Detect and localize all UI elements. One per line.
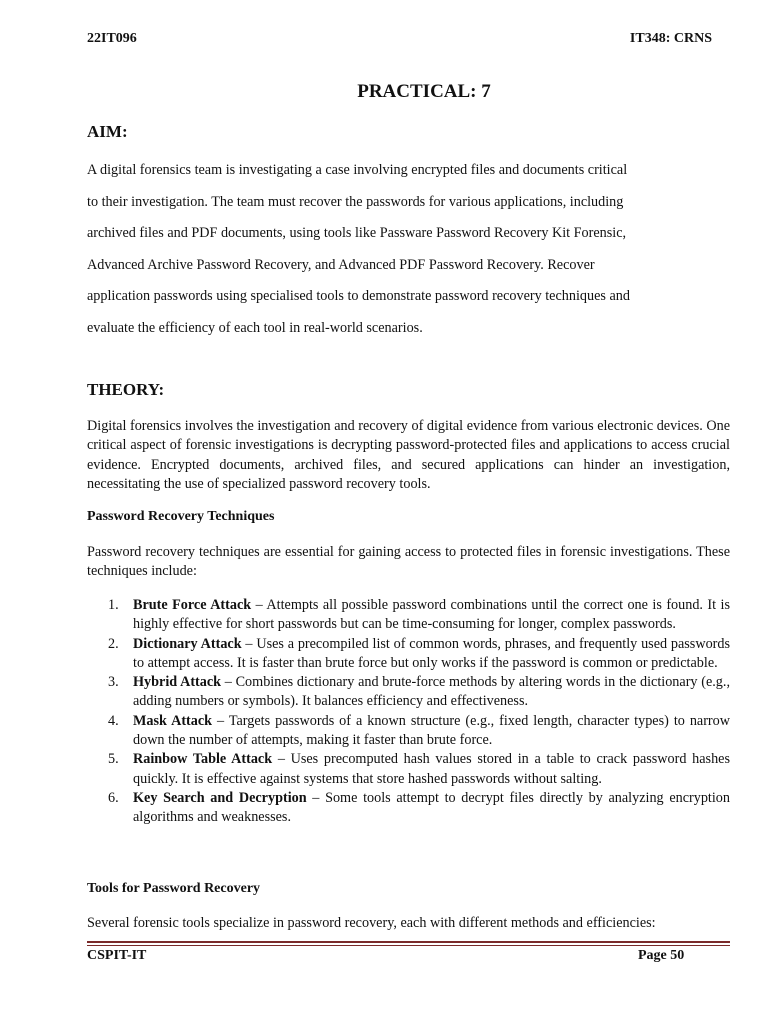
aim-line: evaluate the efficiency of each tool in real-world scenarios. [87,319,423,336]
list-item [87,635,730,674]
techniques-heading: Password Recovery Techniques [87,509,275,524]
technique-description: – Some tools attempt to decrypt files directly by analyzing encryption algorithms and weaknesses. [133,789,730,826]
technique-name: Dictionary Attack [133,635,242,652]
technique-name: Key Search and Decryption [133,789,307,806]
list-item-number: 3. [108,674,119,691]
list-item [87,712,730,751]
footer-department: CSPIT-IT [87,948,147,963]
techniques-list [87,596,730,828]
list-item-number: 5. [108,751,119,768]
technique-name: Rainbow Table Attack [133,751,273,768]
aim-paragraph [87,155,687,344]
theory-paragraph: Digital forensics involves the investigation and recovery of digital evidence from various electronic devices. One critical aspect of forensic investigations is decrypting password-protected files and applications to access crucial evidence. Encrypted documents, archived files, and secured applications can hinder an investigation, necessitating the use of specialized password recovery tools. [87,418,730,492]
technique-description: – Attempts all possible password combinations until the correct one is found. It is highly effective for short passwords but can be time-consuming for longer, complex passwords. [133,597,730,633]
technique-name: Mask Attack [133,712,213,729]
theory-heading: THEORY: [87,380,165,399]
aim-line: to their investigation. The team must recover the passwords for various applications, including [87,193,624,210]
page-title: PRACTICAL: 7 [357,81,491,102]
list-item [87,789,730,828]
header-student-id: 22IT096 [87,31,137,46]
technique-name: Hybrid Attack [133,674,222,691]
list-item-number: 4. [108,712,119,729]
technique-description: – Targets passwords of a known structure (e.g., fixed length, character types) to narrow down the number of attempts, making it faster than brute force. [133,712,730,749]
footer-page-number: Page 50 [638,948,685,963]
list-item [87,673,730,712]
tools-intro: Several forensic tools specialize in password recovery, each with different methods and efficiencies: [87,915,656,931]
aim-line: Advanced Archive Password Recovery, and Advanced PDF Password Recovery. Recover [87,256,595,273]
header-course-code: IT348: CRNS [629,31,712,46]
aim-heading: AIM: [87,122,128,141]
techniques-intro: Password recovery techniques are essential for gaining access to protected files in forensic investigations. These techniques include: [87,544,730,580]
footer-divider-thin [87,945,730,946]
technique-description: – Uses a precompiled list of common words, phrases, and frequently used passwords to attempt access. It is faster than brute force but only works if the password is common or predictable. [133,635,730,671]
technique-description: – Combines dictionary and brute-force methods by altering words in the dictionary (e.g., adding numbers or symbols). It balances efficiency and effectiveness. [133,674,730,710]
list-item-number: 1. [108,597,119,613]
aim-line: application passwords using specialised tools to demonstrate password recovery techniques and [87,288,630,304]
list-item-number: 6. [108,789,119,806]
list-item [87,750,730,789]
aim-line: A digital forensics team is investigating a case involving encrypted files and documents critical [87,162,628,178]
footer-divider [87,941,730,943]
tools-heading: Tools for Password Recovery [87,881,261,896]
aim-line: archived files and PDF documents, using tools like Passware Password Recovery Kit Forensic, [87,225,627,241]
list-item [87,596,730,635]
list-item-number: 2. [108,635,119,652]
technique-description: – Uses precomputed hash values stored in a table to crack password hashes quickly. It is effective against systems that store hashed passwords without salting. [133,751,730,787]
technique-name: Brute Force Attack [133,597,252,613]
